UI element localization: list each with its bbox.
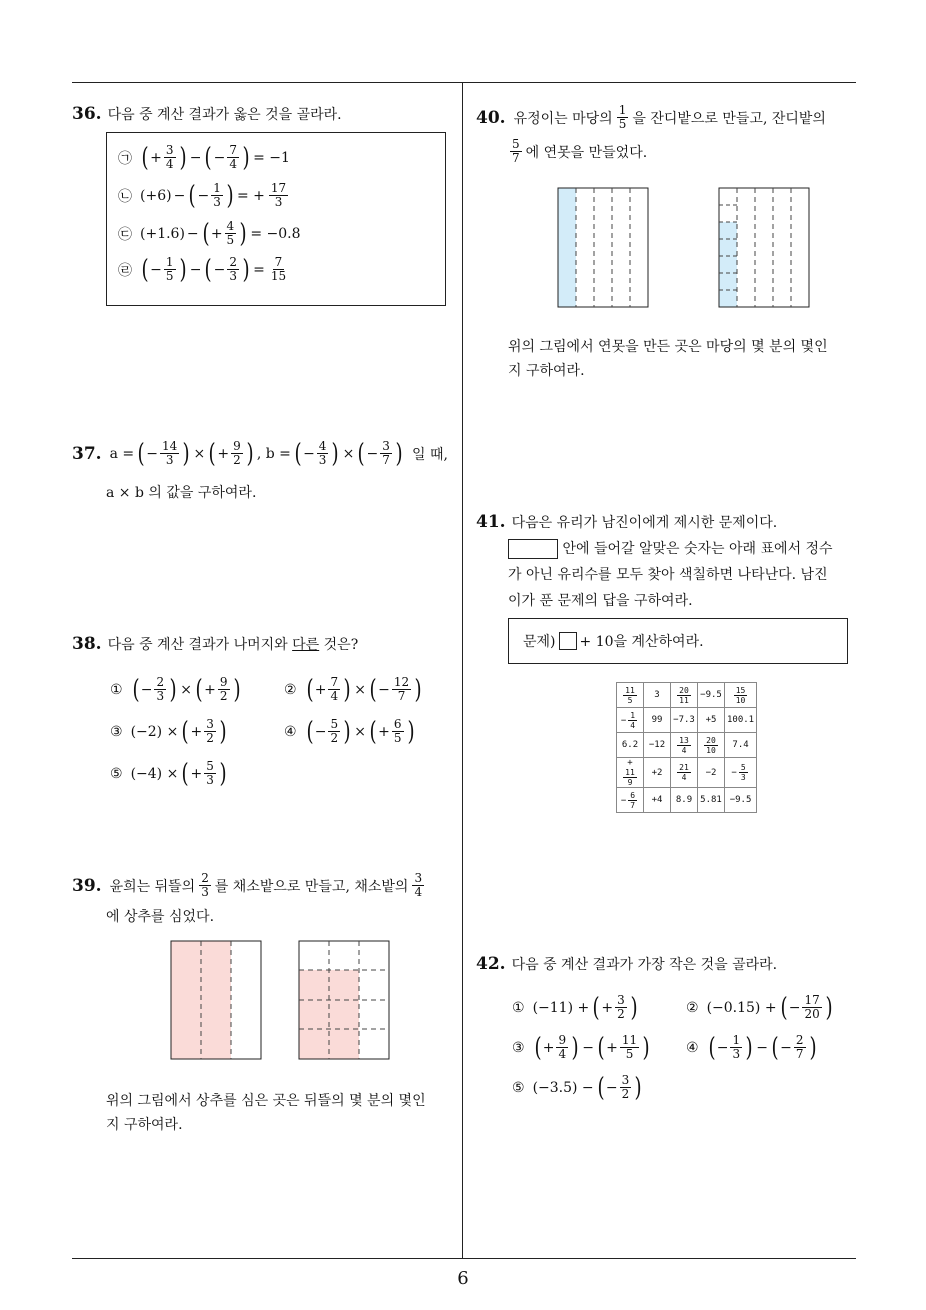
table-row bbox=[617, 708, 757, 733]
q36-number: 36. bbox=[72, 104, 102, 124]
q40-figure-right bbox=[719, 188, 809, 307]
table-cell: $\frac{21}{4}$ bbox=[671, 758, 698, 788]
table-row bbox=[617, 758, 757, 788]
q40-ask-line1: 위의 그림에서 연못을 만든 곳은 마당의 몇 분의 몇인 bbox=[508, 339, 828, 355]
q41-line2: 안에 들어갈 알맞은 숫자는 아래 표에서 정수 bbox=[508, 538, 833, 559]
q36-item-2: ㉡ (+6) − ( − $\frac{1}{3}$ ) = + $\frac{17}{3}$ bbox=[118, 182, 290, 209]
q39-figure-left bbox=[171, 941, 261, 1059]
table-cell: 5.81 bbox=[698, 788, 725, 813]
q41-number-table bbox=[616, 682, 757, 813]
q41-square-blank bbox=[559, 632, 577, 650]
column-divider bbox=[462, 82, 463, 1258]
table-cell: $\frac{15}{10}$ bbox=[725, 683, 757, 708]
q39-ask-line2: 지 구하여라. bbox=[106, 1117, 183, 1133]
q42-choice-3[interactable]: ③ ( + $\frac{9}{4}$ ) − ( + $\frac{11}{5}$ ) bbox=[512, 1034, 651, 1061]
table-row bbox=[617, 683, 757, 708]
table-row bbox=[617, 733, 757, 758]
q38-choice-3[interactable]: ③ (−2) × ( + $\frac{3}{2}$ ) bbox=[110, 718, 228, 745]
top-rule bbox=[72, 82, 856, 83]
q40-heading: 40. 유정이는 마당의 $\frac{1}{5}$ 을 잔디밭으로 만들고, 잔디밭의 bbox=[476, 103, 826, 131]
q41-line4: 이가 푼 문제의 답을 구하여라. bbox=[508, 593, 693, 609]
q41-heading: 41. 다음은 유리가 남진이에게 제시한 문제이다. bbox=[476, 512, 778, 532]
q37-heading: 37. a = ( − $\frac{14}{3}$ ) × ( + $\frac{9}{2}$ ) , b = ( − $\frac{4}{3}$ ) × ( − $\frac{3}{7}$ ) 일 때, bbox=[72, 440, 448, 467]
table-cell: $\frac{13}{4}$ bbox=[671, 733, 698, 758]
table-cell: 99 bbox=[644, 708, 671, 733]
table-cell: −7.3 bbox=[671, 708, 698, 733]
q36-item-3: ㉢ (+1.6) − ( + $\frac{4}{5}$ ) = −0.8 bbox=[118, 220, 301, 247]
table-cell: − $\frac{1}{4}$ bbox=[617, 708, 644, 733]
q36-item-1: ㉠ ( + $\frac{3}{4}$ ) − ( − $\frac{7}{4}$ ) = −1 bbox=[118, 144, 290, 171]
q39-figure-right bbox=[299, 941, 389, 1059]
table-cell: 100.1 bbox=[725, 708, 757, 733]
table-cell: 7.4 bbox=[725, 733, 757, 758]
table-row bbox=[617, 788, 757, 813]
table-cell: −9.5 bbox=[725, 788, 757, 813]
q42-choice-4[interactable]: ④ ( − $\frac{1}{3}$ ) − ( − $\frac{2}{7}$ ) bbox=[686, 1034, 818, 1061]
q42-choice-5[interactable]: ⑤ (−3.5) − ( − $\frac{3}{2}$ ) bbox=[512, 1074, 643, 1101]
table-cell: +4 bbox=[644, 788, 671, 813]
table-cell: 6.2 bbox=[617, 733, 644, 758]
q42-heading: 42. 다음 중 계산 결과가 가장 작은 것을 골라라. bbox=[476, 954, 778, 974]
q39-figure bbox=[168, 938, 392, 1062]
table-cell: − $\frac{5}{3}$ bbox=[725, 758, 757, 788]
q39-ask-line1: 위의 그림에서 상추를 심은 곳은 뒤뜰의 몇 분의 몇인 bbox=[106, 1093, 426, 1109]
q40-line2: $\frac{5}{7}$ 에 연못을 만들었다. bbox=[512, 137, 648, 165]
table-cell: −9.5 bbox=[698, 683, 725, 708]
table-cell: + $\frac{11}{9}$ bbox=[617, 758, 644, 788]
table-cell: −2 bbox=[698, 758, 725, 788]
table-cell: 3 bbox=[644, 683, 671, 708]
q41-blank-box bbox=[508, 539, 558, 559]
table-cell: $\frac{20}{11}$ bbox=[671, 683, 698, 708]
q38-choice-2[interactable]: ② ( + $\frac{7}{4}$ ) × ( − $\frac{12}{7}$ ) bbox=[284, 676, 423, 703]
q38-heading: 38. 다음 중 계산 결과가 나머지와 다른 것은? bbox=[72, 634, 359, 654]
table-cell: −12 bbox=[644, 733, 671, 758]
q39-heading: 39. 윤희는 뒤뜰의 $\frac{2}{3}$ 를 채소밭으로 만들고, 채소밭의 $\frac{3}{4}$ bbox=[72, 871, 423, 899]
q38-choice-5[interactable]: ⑤ (−4) × ( + $\frac{5}{3}$ ) bbox=[110, 760, 228, 787]
q42-choice-1[interactable]: ① (−11) + ( + $\frac{3}{2}$ ) bbox=[512, 994, 639, 1021]
q37-line2: a × b 의 값을 구하여라. bbox=[106, 485, 257, 501]
page-number: 6 bbox=[457, 1268, 469, 1289]
table-cell: $\frac{11}{5}$ bbox=[617, 683, 644, 708]
q36-heading bbox=[72, 104, 342, 124]
q39-line2: 에 상추를 심었다. bbox=[106, 909, 215, 925]
table-cell: $\frac{20}{10}$ bbox=[698, 733, 725, 758]
q40-figure bbox=[556, 186, 812, 310]
q41-line3: 가 아닌 유리수를 모두 찾아 색칠하면 나타난다. 남진 bbox=[508, 567, 828, 583]
q36-item-4: ㉣ ( − $\frac{1}{5}$ ) − ( − $\frac{2}{3}$ ) = $\frac{7}{15}$ bbox=[118, 256, 290, 283]
q36-text: 다음 중 계산 결과가 옳은 것을 골라라. bbox=[107, 107, 342, 123]
bottom-rule bbox=[72, 1258, 856, 1259]
table-cell: +2 bbox=[644, 758, 671, 788]
table-cell: +5 bbox=[698, 708, 725, 733]
q40-figure-left bbox=[558, 188, 648, 307]
q40-ask-line2: 지 구하여라. bbox=[508, 363, 585, 379]
q41-problem-box: 문제) + 10을 계산하여라. bbox=[508, 618, 848, 664]
q42-choice-2[interactable]: ② (−0.15) + ( − $\frac{17}{20}$ ) bbox=[686, 994, 834, 1021]
table-cell: 8.9 bbox=[671, 788, 698, 813]
table-cell: − $\frac{6}{7}$ bbox=[617, 788, 644, 813]
q38-choice-4[interactable]: ④ ( − $\frac{5}{2}$ ) × ( + $\frac{6}{5}$ ) bbox=[284, 718, 416, 745]
q38-choice-1[interactable]: ① ( − $\frac{2}{3}$ ) × ( + $\frac{9}{2}$ ) bbox=[110, 676, 242, 703]
